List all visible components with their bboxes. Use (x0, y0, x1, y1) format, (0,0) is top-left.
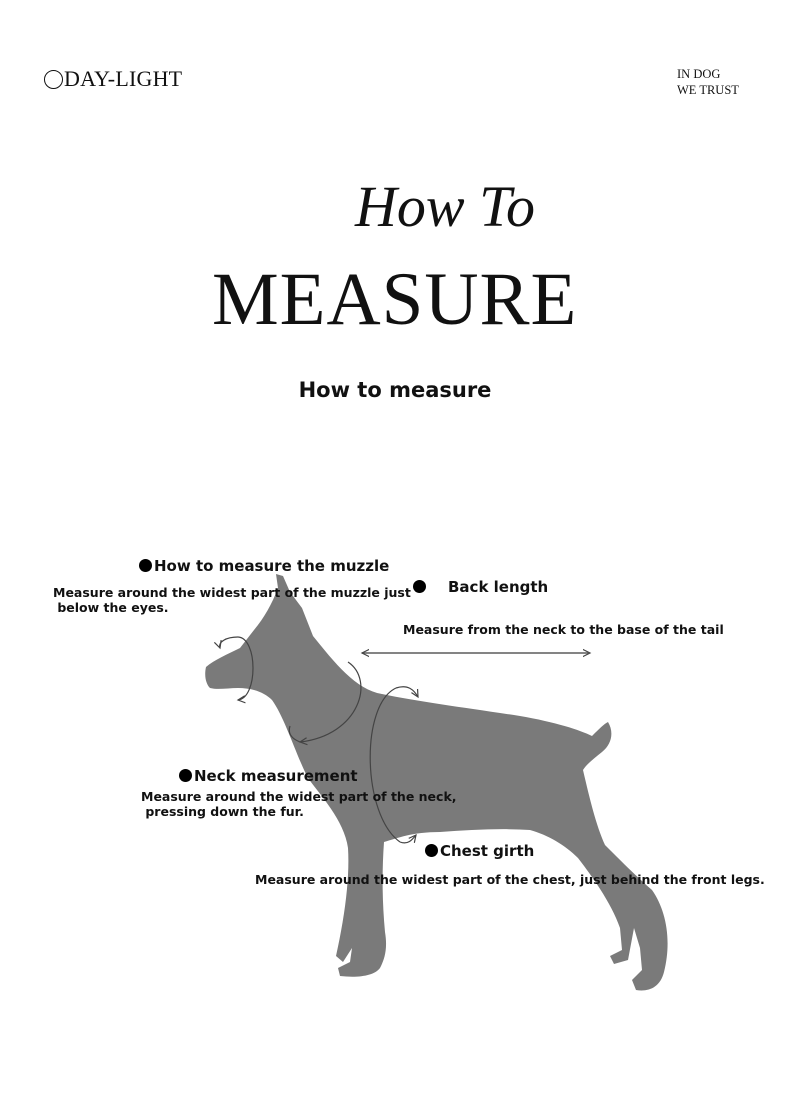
bullet-icon (139, 559, 152, 572)
title-measure: MEASURE (212, 258, 578, 341)
muzzle-description: Measure around the widest part of the muzzle just below the eyes. (53, 585, 411, 615)
back-length-description: Measure from the neck to the base of the tail (403, 622, 724, 637)
back-length-title: Back length (413, 578, 548, 596)
chest-title: Chest girth (425, 842, 534, 860)
tagline-line-2: WE TRUST (677, 83, 739, 97)
bullet-icon (425, 844, 438, 857)
neck-title: Neck measurement (179, 767, 358, 785)
bullet-icon (179, 769, 192, 782)
title-how-to: How To (355, 174, 536, 239)
bullet-icon (413, 580, 426, 593)
chest-description: Measure around the widest part of the chest, just behind the front legs. (255, 872, 765, 887)
muzzle-title: How to measure the muzzle (139, 557, 389, 575)
tagline-line-1: IN DOG (677, 67, 721, 81)
subtitle: How to measure (298, 378, 492, 402)
brand-name: DAY-LIGHT (64, 66, 183, 91)
neck-description: Measure around the widest part of the neck, pressing down the fur. (141, 789, 457, 819)
